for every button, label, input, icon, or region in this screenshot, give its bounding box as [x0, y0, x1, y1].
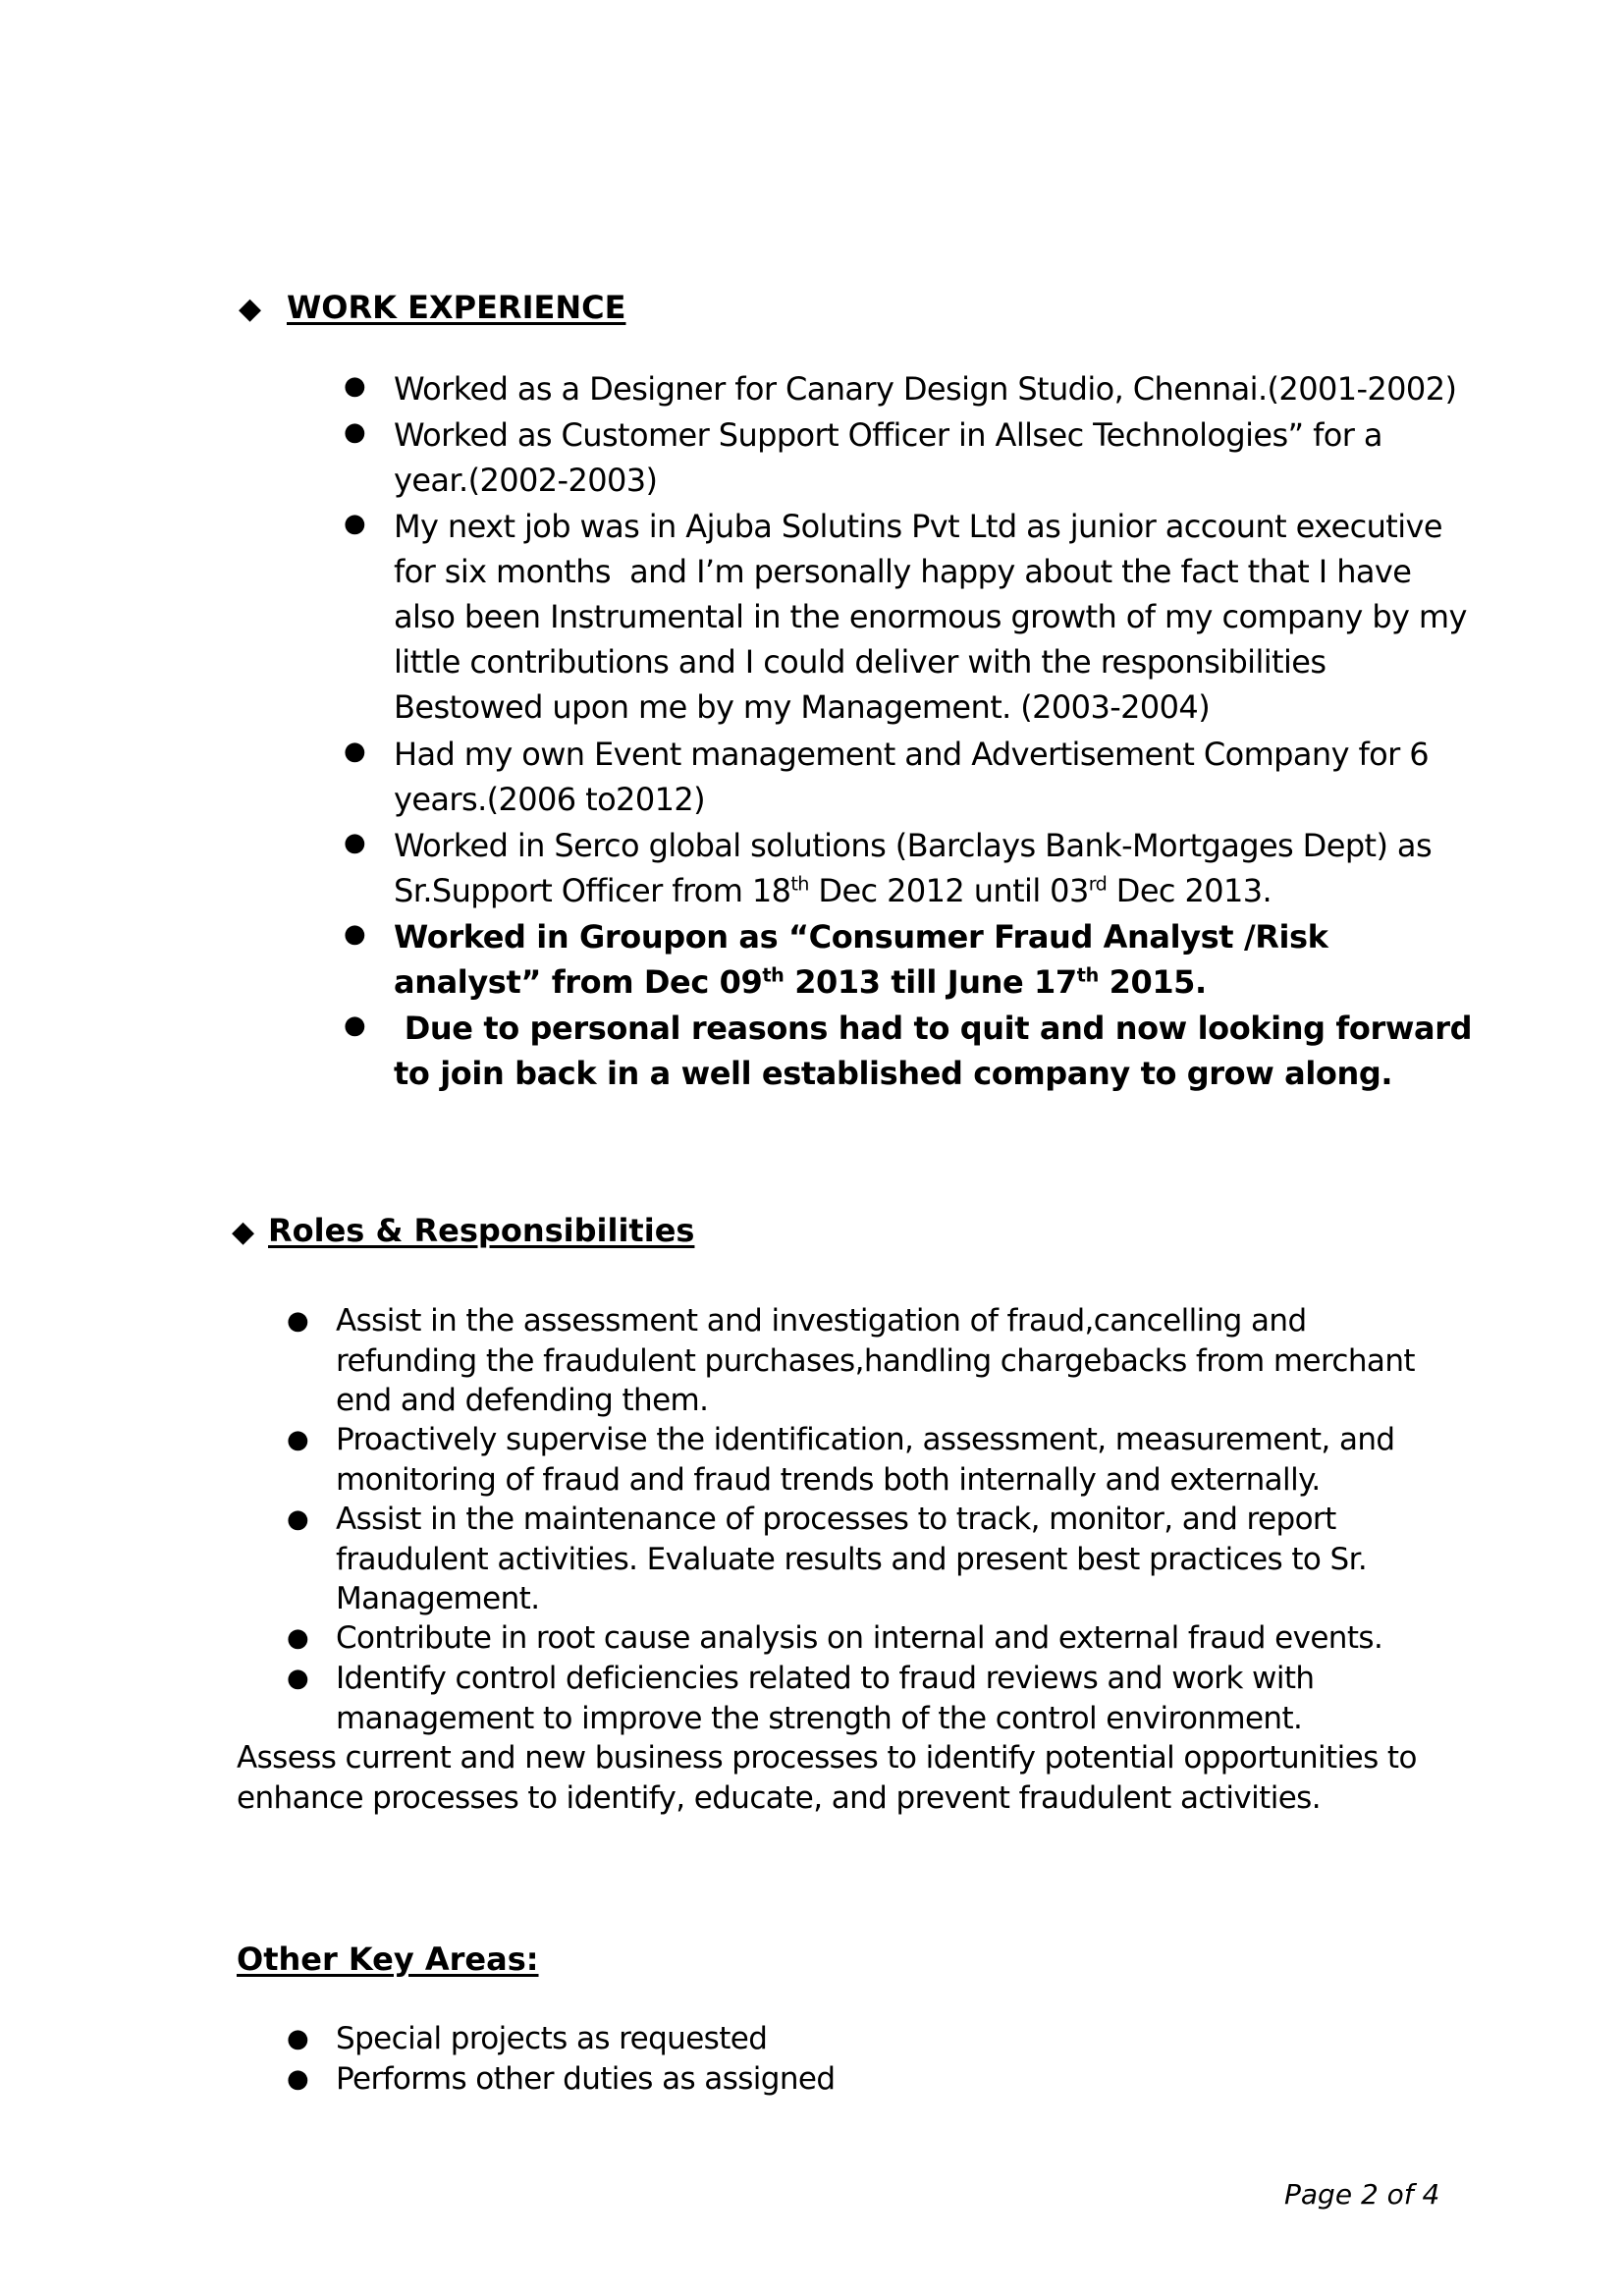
- bullet-icon: ●: [344, 828, 366, 857]
- diamond-bullet-icon: ◆: [232, 1215, 255, 1249]
- list-item-line: Due to personal reasons had to quit and now looking forward: [394, 1010, 1473, 1047]
- list-item-line: Special projects as requested: [336, 2021, 768, 2056]
- list-item: [394, 823, 1432, 913]
- bullet-icon: ●: [344, 919, 366, 949]
- bullet-icon: ●: [344, 509, 366, 538]
- ordinal-suffix: rd: [1088, 872, 1108, 896]
- bullet-icon: ●: [287, 2064, 309, 2094]
- text-segment: 2013 till June 17: [784, 963, 1077, 1001]
- list-item-line: Had my own Event management and Advertisement Company for 6: [394, 736, 1430, 773]
- bullet-icon: ●: [344, 371, 366, 401]
- text-segment: Sr.Support Officer from 18: [394, 872, 791, 909]
- list-item: [394, 914, 1328, 1005]
- list-item-line: Bestowed upon me by my Management. (2003-2004): [394, 688, 1211, 726]
- text-segment: Worked in Serco global solutions (Barclays Bank-Mortgages Dept) as: [394, 827, 1433, 864]
- list-item-line: fraudulent activities. Evaluate results and present best practices to Sr.: [336, 1541, 1368, 1577]
- list-item-line: little contributions and I could deliver with the responsibilities: [394, 643, 1326, 681]
- bullet-icon: ●: [287, 1664, 309, 1693]
- list-item: [336, 1618, 1382, 1659]
- list-item-line: refunding the fraudulent purchases,handling chargebacks from merchant: [336, 1342, 1415, 1379]
- ordinal-suffix: th: [1076, 963, 1099, 987]
- bullet-icon: ●: [344, 417, 366, 447]
- bullet-icon: ●: [287, 2024, 309, 2053]
- list-item-line: Assist in the maintenance of processes to track, monitor, and report: [336, 1502, 1336, 1537]
- diamond-bullet-icon: ◆: [239, 292, 262, 326]
- page-number: Page 2 of 4: [1284, 2178, 1440, 2211]
- list-item: [336, 1659, 1314, 1738]
- list-item-line: also been Instrumental in the enormous growth of my company by my: [394, 598, 1467, 635]
- section-heading-roles: Roles & Responsibilities: [268, 1212, 695, 1249]
- list-item-line: for six months and I’m personally happy about the fact that I have: [394, 553, 1412, 590]
- roles-paragraph: [237, 1738, 1417, 1818]
- list-item: [336, 2059, 836, 2100]
- section-heading-other-key-areas: Other Key Areas:: [237, 1941, 539, 1978]
- list-item-line: Worked as a Designer for Canary Design Studio, Chennai.(2001-2002): [394, 370, 1457, 408]
- list-item-line: years.(2006 to2012): [394, 781, 705, 818]
- list-item: [394, 504, 1467, 730]
- list-item-line: My next job was in Ajuba Solutins Pvt Ltd as junior account executive: [394, 508, 1442, 545]
- list-item: [394, 1006, 1472, 1096]
- list-item-line: Identify control deficiencies related to fraud reviews and work with: [336, 1661, 1315, 1696]
- section-heading-work-experience: WORK EXPERIENCE: [287, 289, 626, 326]
- bullet-icon: ●: [287, 1306, 309, 1336]
- bullet-icon: ●: [287, 1504, 309, 1534]
- list-item-line: [394, 959, 1328, 1005]
- bullet-icon: ●: [287, 1623, 309, 1653]
- text-segment: Dec 2013.: [1107, 872, 1272, 909]
- list-item-line: to join back in a well established company to grow along.: [394, 1055, 1393, 1092]
- bullet-icon: ●: [287, 1425, 309, 1454]
- bullet-icon: ●: [344, 1011, 366, 1040]
- list-item: [394, 366, 1456, 411]
- list-item: [336, 1301, 1415, 1421]
- text-segment: Dec 2012 until 03: [808, 872, 1089, 909]
- text-segment: Worked in Groupon as “Consumer Fraud Analyst /Risk: [394, 918, 1328, 956]
- list-item-line: end and defending them.: [336, 1383, 709, 1418]
- ordinal-suffix: th: [790, 872, 809, 896]
- list-item-line: management to improve the strength of the control environment.: [336, 1700, 1303, 1736]
- ordinal-suffix: th: [762, 963, 785, 987]
- list-item-line: monitoring of fraud and fraud trends both internally and externally.: [336, 1461, 1321, 1498]
- list-item-line: Worked as Customer Support Officer in Allsec Technologies” for a: [394, 416, 1382, 454]
- list-item: [336, 2019, 767, 2059]
- list-item-line: year.(2002-2003): [394, 462, 658, 499]
- text-segment: analyst” from Dec 09: [394, 963, 763, 1001]
- list-item: [336, 1500, 1367, 1619]
- list-item-line: Performs other duties as assigned: [336, 2061, 836, 2097]
- list-item-line: Contribute in root cause analysis on internal and external fraud events.: [336, 1620, 1383, 1656]
- list-item-line: [394, 868, 1432, 913]
- paragraph-line: Assess current and new business processes to identify potential opportunities to: [237, 1740, 1417, 1776]
- bullet-icon: ●: [344, 737, 366, 766]
- list-item: [394, 412, 1382, 503]
- list-item: [394, 732, 1429, 822]
- list-item-line: [394, 823, 1432, 868]
- list-item-line: [394, 914, 1328, 959]
- text-segment: 2015.: [1098, 963, 1207, 1001]
- list-item-line: Assist in the assessment and investigation of fraud,cancelling and: [336, 1303, 1307, 1339]
- list-item-line: Management.: [336, 1581, 540, 1616]
- list-item: [336, 1420, 1394, 1500]
- paragraph-line: enhance processes to identify, educate, and prevent fraudulent activities.: [237, 1779, 1321, 1816]
- list-item-line: Proactively supervise the identification, assessment, measurement, and: [336, 1422, 1395, 1457]
